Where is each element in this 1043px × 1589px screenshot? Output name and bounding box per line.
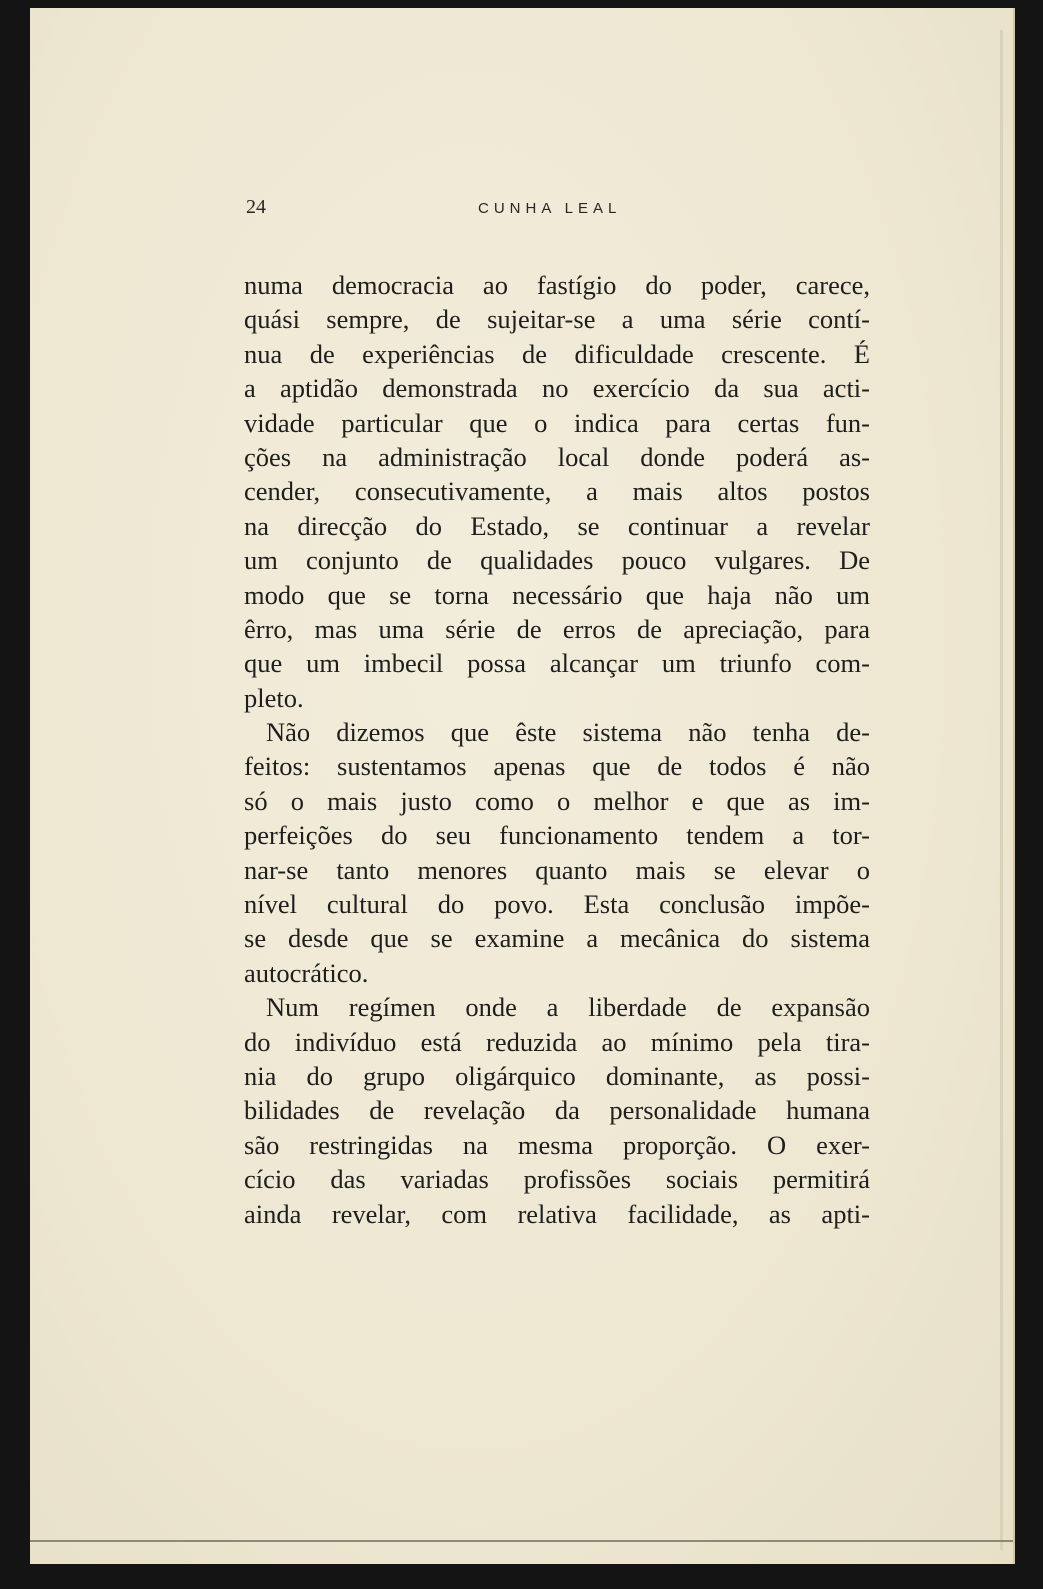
- text-line: êrro, mas uma série de erros de apreciação, para: [244, 613, 870, 644]
- running-head: CUNHA LEAL: [478, 200, 622, 217]
- text-line: nar-se tanto menores quanto mais se elevar o: [244, 854, 870, 885]
- text-line: modo que se torna necessário que haja não um: [244, 579, 870, 610]
- page-edge: [1000, 30, 1003, 1550]
- text-line: feitos: sustentamos apenas que de todos é não: [244, 751, 870, 782]
- body-text: [244, 268, 870, 1231]
- text-line: a aptidão demonstrada no exercício da sua acti-: [244, 373, 870, 404]
- text-line: perfeições do seu funcionamento tendem a tor-: [244, 820, 870, 851]
- text-line: pleto.: [244, 682, 304, 713]
- text-line: que um imbecil possa alcançar um triunfo com-: [244, 648, 870, 679]
- text-line: ainda revelar, com relativa facilidade, as apti-: [244, 1198, 870, 1229]
- text-line: autocrático.: [244, 957, 369, 988]
- text-line: do indivíduo está reduzida ao mínimo pela tira-: [244, 1026, 870, 1057]
- text-line: são restringidas na mesma proporção. O exer-: [244, 1129, 870, 1160]
- text-line: nia do grupo oligárquico dominante, as possi-: [244, 1060, 870, 1091]
- page-number: 24: [246, 196, 266, 218]
- text-line: na direcção do Estado, se continuar a revelar: [244, 510, 870, 541]
- text-line: Num regímen onde a liberdade de expansão: [266, 992, 870, 1023]
- text-line: cender, consecutivamente, a mais altos postos: [244, 476, 870, 507]
- text-line: nível cultural do povo. Esta conclusão impõe-: [244, 889, 870, 920]
- text-line: um conjunto de qualidades pouco vulgares. De: [244, 545, 870, 576]
- text-line: cício das variadas profissões sociais permitirá: [244, 1164, 870, 1195]
- text-line: Não dizemos que êste sistema não tenha de-: [266, 717, 870, 748]
- page-header: [246, 196, 866, 226]
- text-line: vidade particular que o indica para certas fun-: [244, 407, 870, 438]
- text-line: se desde que se examine a mecânica do sistema: [244, 923, 870, 954]
- text-line: bilidades de revelação da personalidade humana: [244, 1095, 870, 1126]
- text-line: quási sempre, de sujeitar-se a uma série contí-: [244, 304, 870, 335]
- text-line: só o mais justo como o melhor e que as im-: [244, 785, 870, 816]
- bottom-edge-rule: [30, 1540, 1013, 1542]
- text-line: nua de experiências de dificuldade crescente. É: [244, 338, 870, 369]
- text-line: numa democracia ao fastígio do poder, carece,: [244, 270, 870, 300]
- text-line: ções na administração local donde poderá as-: [244, 441, 870, 472]
